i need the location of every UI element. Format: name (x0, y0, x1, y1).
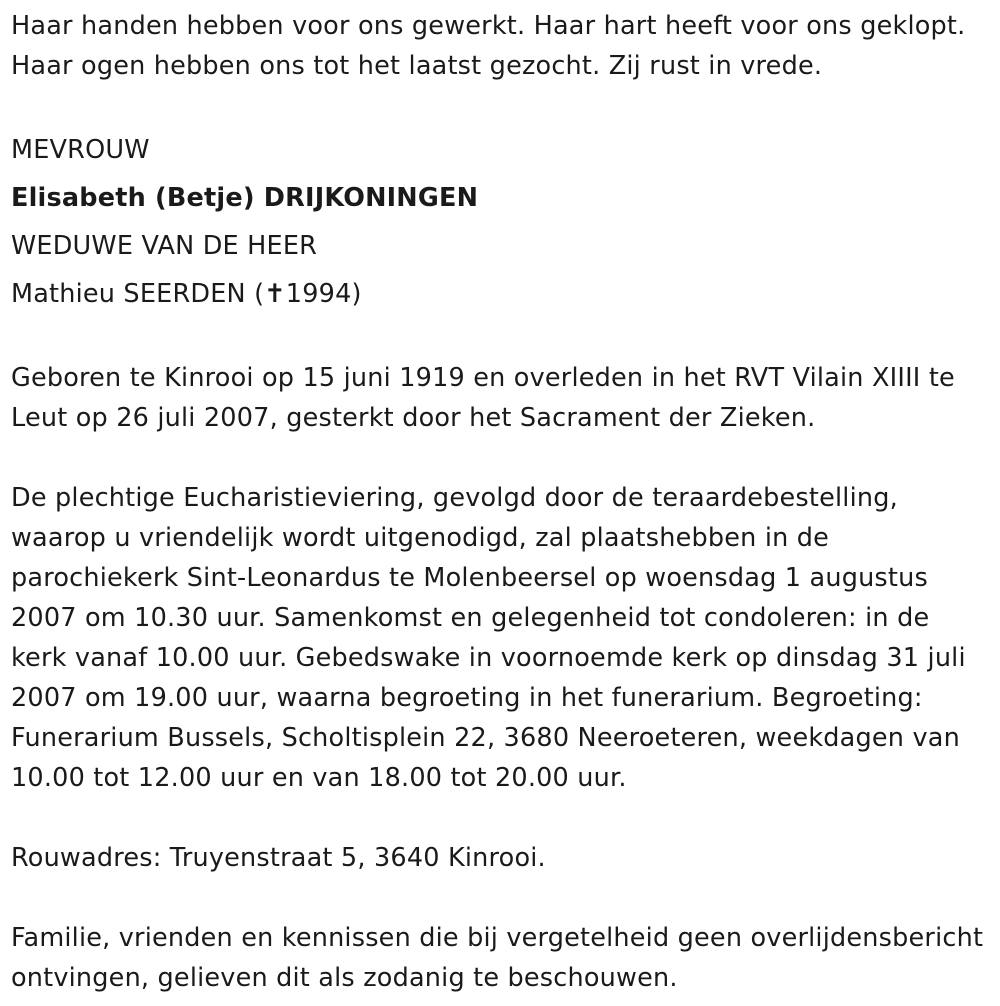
obituary-notice (11, 6, 991, 998)
deceased-name: Elisabeth (Betje) DRIJKONINGEN (11, 183, 479, 213)
spacer (11, 438, 991, 478)
spacer (11, 798, 991, 838)
spacer (11, 878, 991, 918)
mourning-address: Rouwadres: Truyenstraat 5, 3640 Kinrooi. (11, 843, 546, 873)
ceremony-paragraph: De plechtige Eucharistieviering, gevolgd door de teraardebestelling, waarop u vriendelijk wordt uitgenodigd, zal plaatshebben in de parochiekerk Sint-Leonardus te Molenbeersel op woensdag 1 augustus 2007 om 10.30 uur. Samenkomst en gelegenheid tot condoleren: in de kerk vanaf 10.00 uur. Gebedswake in voornoemde kerk op dinsdag 31 juli 2007 om 19.00 uur, waarna begroeting in het funerarium. Begroeting: Funerarium Bussels, Scholtisplein 22, 3680 Neeroeteren, weekdagen van 10.00 tot 12.00 uur en van 18.00 tot 20.00 uur. (11, 483, 966, 793)
relation-text: WEDUWE VAN DE HEER (11, 231, 318, 261)
closing-notice: Familie, vrienden en kennissen die bij vergetelheid geen overlijdensbericht ontvingen, gelieven dit als zodanig te beschouwen. (11, 923, 984, 993)
spacer (11, 318, 991, 358)
spacer (11, 86, 991, 126)
spouse-name: Mathieu SEERDEN (✝1994) (11, 279, 362, 309)
salutation: MEVROUW (11, 135, 150, 165)
birth-death-paragraph: Geboren te Kinrooi op 15 juni 1919 en overleden in het RVT Vilain XIIII te Leut op 26 juli 2007, gesterkt door het Sacrament der Zieken. (11, 363, 955, 433)
motto-text: Haar handen hebben voor ons gewerkt. Haar hart heeft voor ons geklopt. Haar ogen hebben ons tot het laatst gezocht. Zij rust in vrede. (11, 11, 966, 81)
